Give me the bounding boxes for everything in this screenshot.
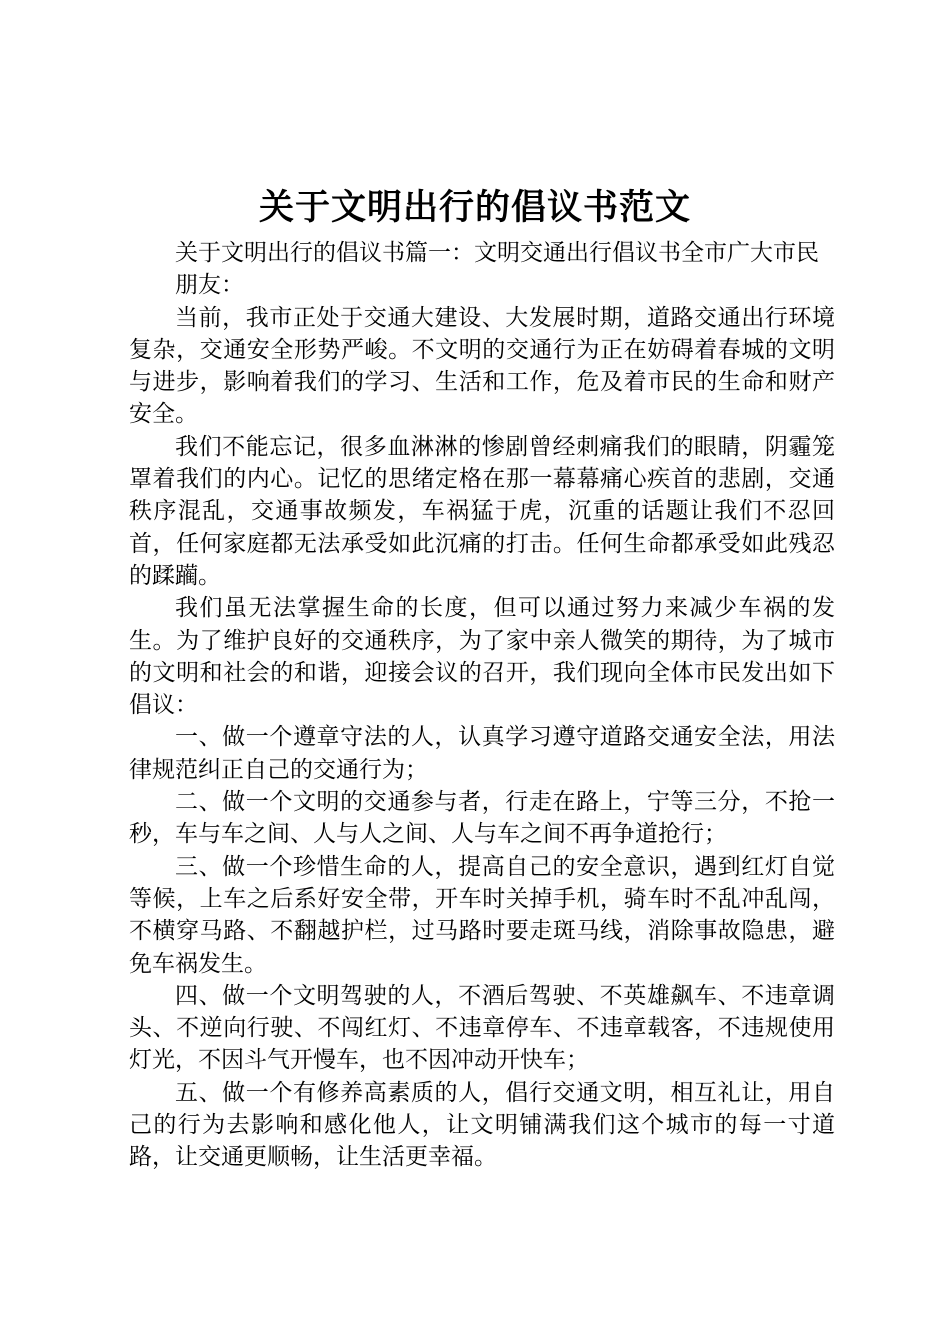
paragraph-memory: 我们不能忘记，很多血淋淋的惨剧曾经刺痛我们的眼睛，阴霾笼罩着我们的内心。记忆的思绪定格在那一幕幕痛心疾首的悲剧，交通秩序混乱，交通事故频发，车祸猛于虎，沉重的话题让我们不忍回首，任何家庭都无法承受如此沉痛的打击。任何生命都承受如此残忍的蹂躏。 [129,433,835,589]
paragraph-item-1: 一、做一个遵章守法的人，认真学习遵守道路交通安全法，用法律规范纠正自己的交通行为； [129,724,835,783]
document-title: 关于文明出行的倡议书范文 [258,187,691,228]
paragraph-intro: 关于文明出行的倡议书篇一：文明交通出行倡议书全市广大市民 [175,240,819,266]
paragraph-salutation: 朋友： [175,272,244,299]
paragraph-item-4: 四、做一个文明驾驶的人，不酒后驾驶、不英雄飙车、不违章调头、不逆向行驶、不闯红灯、不违章停车、不违章载客，不违规使用灯光，不因斗气开慢车，也不因冲动开快车； [129,982,835,1074]
paragraph-item-2: 二、做一个文明的交通参与者，行走在路上，宁等三分，不抢一秒，车与车之间、人与人之间、人与车之间不再争道抢行； [129,789,835,848]
document-body [129,237,835,1174]
paragraph-item-5: 五、做一个有修养高素质的人，倡行交通文明，相互礼让，用自己的行为去影响和感化他人，让文明铺满我们这个城市的每一寸道路，让交通更顺畅，让生活更幸福。 [129,1079,835,1171]
paragraph-call: 我们虽无法掌握生命的长度，但可以通过努力来减少车祸的发生。为了维护良好的交通秩序，为了家中亲人微笑的期待，为了城市的文明和社会的和谐，迎接会议的召开，我们现向全体市民发出如下倡议： [129,595,835,719]
paragraph-item-3: 三、做一个珍惜生命的人，提高自己的安全意识，遇到红灯自觉等候，上车之后系好安全带，开车时关掉手机，骑车时不乱冲乱闯，不横穿马路、不翻越护栏，过马路时要走斑马线，消除事故隐患，避免车祸发生。 [129,853,835,977]
paragraph-background: 当前，我市正处于交通大建设、大发展时期，道路交通出行环境复杂，交通安全形势严峻。不文明的交通行为正在妨碍着春城的文明与进步，影响着我们的学习、生活和工作，危及着市民的生命和财产安全。 [129,304,835,428]
